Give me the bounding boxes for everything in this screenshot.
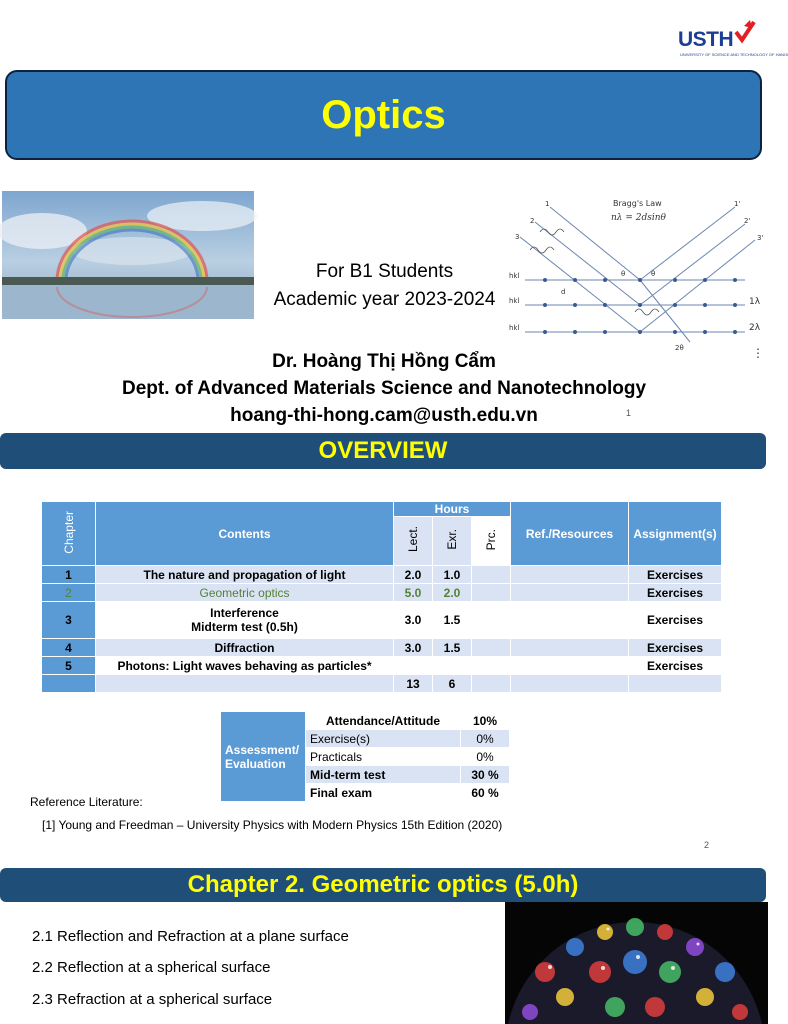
table-row-total: 13 6 [42,675,722,693]
bragg-label: 3 [515,233,520,241]
toc-item: 2.2 Reflection at a spherical surface [32,959,271,976]
audience-text: For B1 Students [315,261,454,282]
bragg-label: θ [621,270,626,278]
table-row: 2 Geometric optics 5.0 2.0 Exercises [42,584,722,602]
bragg-label: ⋮ [752,346,764,360]
bragg-label: 3' [757,234,764,242]
rainbow-photo [2,191,254,319]
chapter-title: Chapter 2. Geometric optics (5.0h) [187,871,579,898]
assessment-row: Assessment/ Evaluation Attendance/Attitude 10% [221,712,510,730]
title-box [5,70,762,160]
course-table [41,501,722,693]
bragg-label: θ [651,270,656,278]
header-prc: Prc. [472,517,511,566]
chapter-banner [0,868,766,902]
bragg-label: 2 [530,217,535,225]
assessment-table [220,711,510,802]
header-contents: Contents [96,502,394,566]
page-number: 2 [704,840,710,850]
table-row: 5 Photons: Light waves behaving as particles* Exercises [42,657,722,675]
bragg-title: Bragg's Law [613,199,662,208]
header-hours: Hours [394,502,511,517]
usth-logo [678,18,788,60]
header-chapter: Chapter [42,502,96,566]
assessment-label: Assessment/ Evaluation [221,712,306,802]
logo-text: USTH [678,28,734,51]
email: hoang-thi-hong.cam@usth.edu.vn [230,405,538,426]
slide-title: Optics [321,92,446,137]
assessment-row: Final exam 60 % [221,784,510,802]
bragg-label: 2θ [675,344,684,352]
table-row: 1 The nature and propagation of light 2.0 1.0 Exercises [42,566,722,584]
header-assignment: Assignment(s) [629,502,722,566]
department: Dept. of Advanced Materials Science and Nanotechnology [121,378,647,399]
bragg-label: 1' [734,200,741,208]
table-row: 4 Diffraction 3.0 1.5 Exercises [42,639,722,657]
assessment-row: Exercise(s) 0% [221,730,510,748]
assessment-row: Practicals 0% [221,748,510,766]
page-number: 1 [626,408,632,418]
bragg-label: hkl [509,272,520,280]
reference-label: Reference Literature: [30,795,143,809]
header-lect: Lect. [394,517,433,566]
slide-chapter2 [0,866,768,1024]
assessment-row: Mid-term test 30 % [221,766,510,784]
bragg-label: 1 [545,200,550,208]
kaleidoscope-image [505,902,768,1024]
bragg-label: 2λ [749,323,761,333]
academic-year-text: Academic year 2023-2024 [273,289,496,310]
bragg-label: hkl [509,297,520,305]
bragg-label: 1λ [749,297,761,307]
bragg-label: 2' [744,217,751,225]
table-row: 3 Interference Midterm test (0.5h) 3.0 1.5 Exercises [42,602,722,639]
author-block [0,348,768,429]
overview-banner [0,433,766,469]
author-name: Dr. Hoàng Thị Hồng Cẩm [272,351,496,372]
header-ref: Ref./Resources [511,502,629,566]
reference-item: [1] Young and Freedman – University Physics with Modern Physics 15th Edition (2020) [42,818,503,832]
bragg-equation: nλ = 2dsinθ [611,213,666,223]
bragg-label: d [561,288,566,296]
overview-title: OVERVIEW [318,437,448,464]
slide-overview [0,433,768,853]
logo-flag-icon [732,18,758,48]
toc-item: 2.1 Reflection and Refraction at a plane surface [32,928,349,945]
bragg-label: hkl [509,324,520,332]
logo-subtext: UNIVERSITY OF SCIENCE AND TECHNOLOGY OF HANOI [680,52,788,57]
toc-item: 2.3 Refraction at a spherical surface [32,991,273,1008]
header-exr: Exr. [433,517,472,566]
slide-title [0,0,788,430]
subtitle [262,258,507,314]
bragg-law-diagram [505,192,767,370]
